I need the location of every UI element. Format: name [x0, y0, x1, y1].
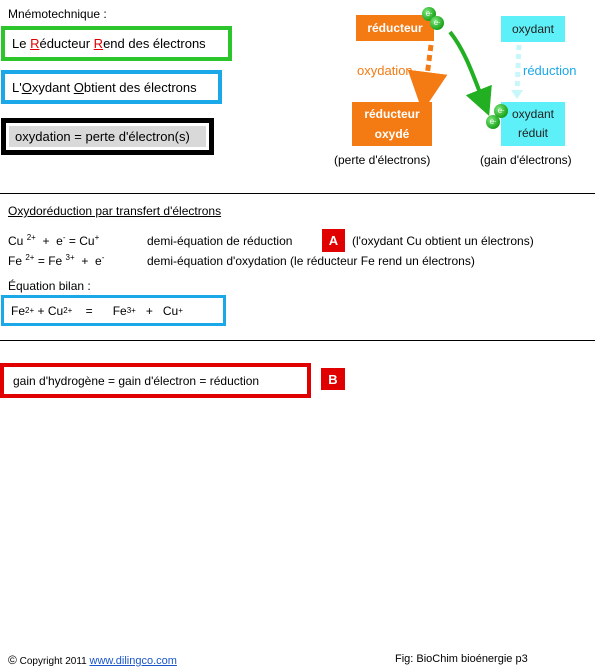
redox-heading: Oxydoréduction par transfert d'électrons: [8, 204, 222, 218]
footer-link[interactable]: www.dilingco.com: [89, 655, 177, 667]
mnemonic-title: Mnémotechnique :: [8, 7, 107, 21]
oxydation-description: demi-équation d'oxydation (le réducteur Fe rend un électrons): [147, 254, 475, 268]
reducteur-oxyde-box: [352, 102, 432, 146]
divider: [0, 193, 595, 194]
mnemonic-reducteur-text: Le Réducteur Rend des électrons: [12, 36, 206, 51]
reduction-label: réduction: [523, 63, 577, 78]
reduction-note: (l'oxydant Cu obtient un électrons): [352, 234, 534, 248]
caption-gain: (gain d'électrons): [480, 153, 572, 167]
reduction-description: demi-équation de réduction: [147, 234, 293, 248]
electron-transfer-arrow: [450, 32, 484, 103]
equation-oxydation: Fe $^{2+}$ = Fe $^{3+}$ + e-: [8, 253, 105, 268]
electron-icon: e -: [430, 16, 444, 30]
divider: [0, 340, 595, 341]
oxydation-label: oxydation: [357, 63, 413, 78]
oxydant-box: oxydant: [501, 16, 565, 42]
equation-reduction: Cu $^{2+}$ + e- = Cu+: [8, 233, 100, 248]
reducteur-box: réducteur: [356, 15, 434, 41]
electron-icon: e -: [486, 115, 500, 129]
bilan-label: Équation bilan :: [8, 279, 91, 293]
oxydation-arrow: [425, 45, 431, 92]
reducteur-oxyde-label: réducteur oxydé: [364, 107, 420, 141]
mnemonic-oxydation-text: oxydation = perte d'électron(s): [9, 126, 206, 147]
copyright-icon: ©: [8, 653, 17, 667]
electron-icon: e -: [422, 7, 436, 21]
electron-icon: e -: [494, 104, 508, 118]
hydrogen-box: gain d'hydrogène = gain d'électron = réduction: [0, 363, 311, 398]
reduction-arrow: [517, 45, 519, 92]
badge-a: A: [322, 229, 345, 252]
mnemonic-oxydant-text: L'Oxydant Obtient des électrons: [12, 79, 197, 95]
equation-bilan: Fe 2+ + Cu 2+ = Fe 3+ + Cu +: [1, 295, 226, 326]
footer-copyright: © Copyright 2011 www.dilingco.com: [8, 653, 177, 667]
oxydant-reduit-label: oxydant réduit: [511, 107, 555, 140]
oxydant-reduit-box: [501, 102, 565, 146]
reduction-arrow-head: [511, 90, 523, 99]
caption-perte: (perte d'électrons): [334, 153, 431, 167]
figure-reference: Fig: BioChim bioénergie p3: [395, 653, 528, 665]
badge-b: B: [321, 368, 345, 390]
